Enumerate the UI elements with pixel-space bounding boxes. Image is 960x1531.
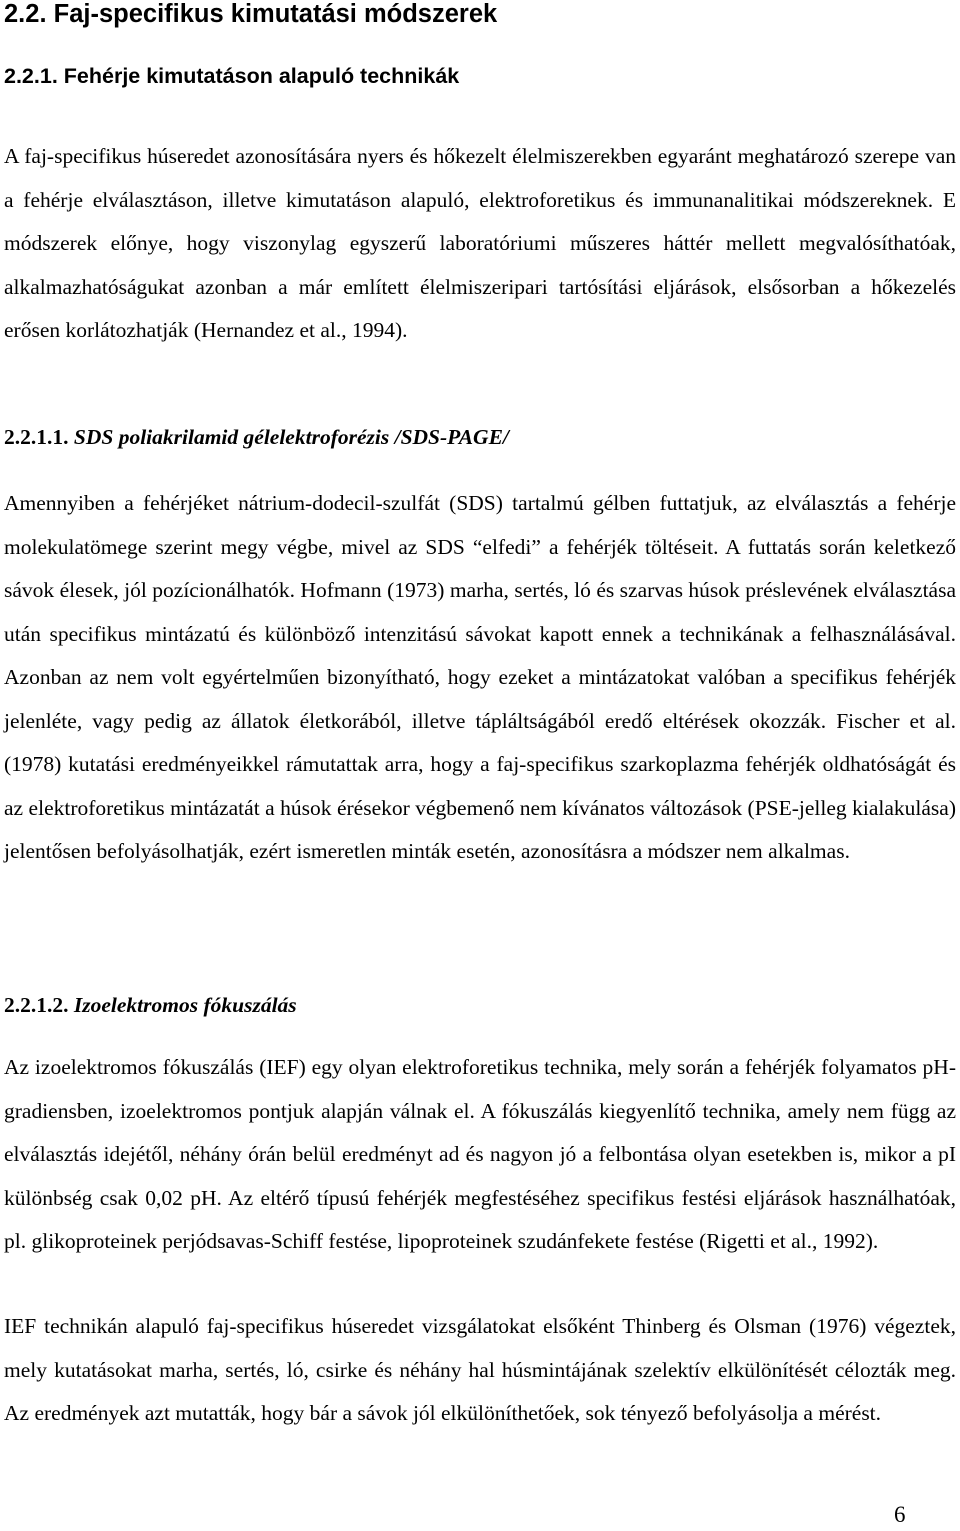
sds-page-heading-number: 2.2.1.1. xyxy=(4,425,69,449)
ief-heading-title: Izoelektromos fókuszálás xyxy=(73,993,297,1017)
sds-page-heading-title: SDS poliakrilamid gélelektroforézis /SDS-PAGE/ xyxy=(73,425,509,449)
ief-heading xyxy=(4,989,297,1021)
ief-paragraph: Az izoelektromos fókuszálás (IEF) egy olyan elektroforetikus technika, mely során a fehérjék folyamatos pH-gradiensben, izoelektromos pontjuk alapján válnak el. A fókuszálás kiegyenlítő technika, amely nem függ az elválasztás idejétől, néhány órán belül eredményt ad és nagyon jó a felbontása olyan esetekben is, mikor a pI különbség csak 0,02 pH. Az eltérő típusú fehérjék megfestéséhez specifikus festési eljárások használhatóak, pl. glikoproteinek perjódsavas-Schiff festése, lipoproteinek szudánfekete festése (Rigetti et al., 1992). xyxy=(4,1055,956,1253)
subsection-heading: 2.2.1. Fehérje kimutatáson alapuló technikák xyxy=(4,64,460,88)
ief-heading-number: 2.2.1.2. xyxy=(4,993,69,1017)
section-heading: 2.2. Faj-specifikus kimutatási módszerek xyxy=(4,0,498,28)
intro-paragraph: A faj-specifikus húseredet azonosítására nyers és hőkezelt élelmiszerekben egyaránt meghatározó szerepe van a fehérje elválasztáson, illetve kimutatáson alapuló, elektroforetikus és immunanalitikai módszereknek. E módszerek előnye, hogy viszonylag egyszerű laboratóriumi műszeres háttér mellett megvalósíthatóak, alkalmazhatóságukat azonban a már említett élelmiszeripari tartósítási eljárások, elsősorban a hőkezelés erősen korlátozhatják (Hernandez et al., 1994). xyxy=(4,144,956,342)
sds-page-heading xyxy=(4,421,509,453)
ief-paragraph-2: IEF technikán alapuló faj-specifikus húseredet vizsgálatokat elsőként Thinberg és Olsman (1976) végeztek, mely kutatásokat marha, sertés, ló, csirke és néhány hal húsmintájának szelektív elkülönítését célozták meg. Az eredmények azt mutatták, hogy bár a sávok jól elkülöníthetőek, sok tényező befolyásolja a mérést. xyxy=(4,1314,956,1425)
page-number: 6 xyxy=(894,1502,906,1527)
sds-page-paragraph: Amennyiben a fehérjéket nátrium-dodecil-szulfát (SDS) tartalmú gélben futtatjuk, az elválasztás a fehérje molekulatömege szerint megy végbe, mivel az SDS “elfedi” a fehérjék töltéseit. A futtatás során keletkező sávok élesek, jól pozícionálhatók. Hofmann (1973) marha, sertés, ló és szarvas húsok préslevének elválasztása után specifikus mintázatú és különböző intenzitású sávokat kapott ennek a technikának a felhasználásával. Azonban az nem volt egyértelműen bizonyítható, hogy ezeket a mintázatokat valóban a specifikus fehérjék jelenléte, vagy pedig az állatok életkorából, illetve tápláltságából eredő eltérések okozzák. Fischer et al. (1978) kutatási eredményeikkel rámutattak arra, hogy a faj-specifikus szarkoplazma fehérjék oldhatóságát és az elektroforetikus mintázatát a húsok érésekor végbemenő nem kívánatos változások (PSE-jelleg kialakulása) jelentősen befolyásolhatják, ezért ismeretlen minták esetén, azonosításra a módszer nem alkalmas. xyxy=(4,491,956,863)
